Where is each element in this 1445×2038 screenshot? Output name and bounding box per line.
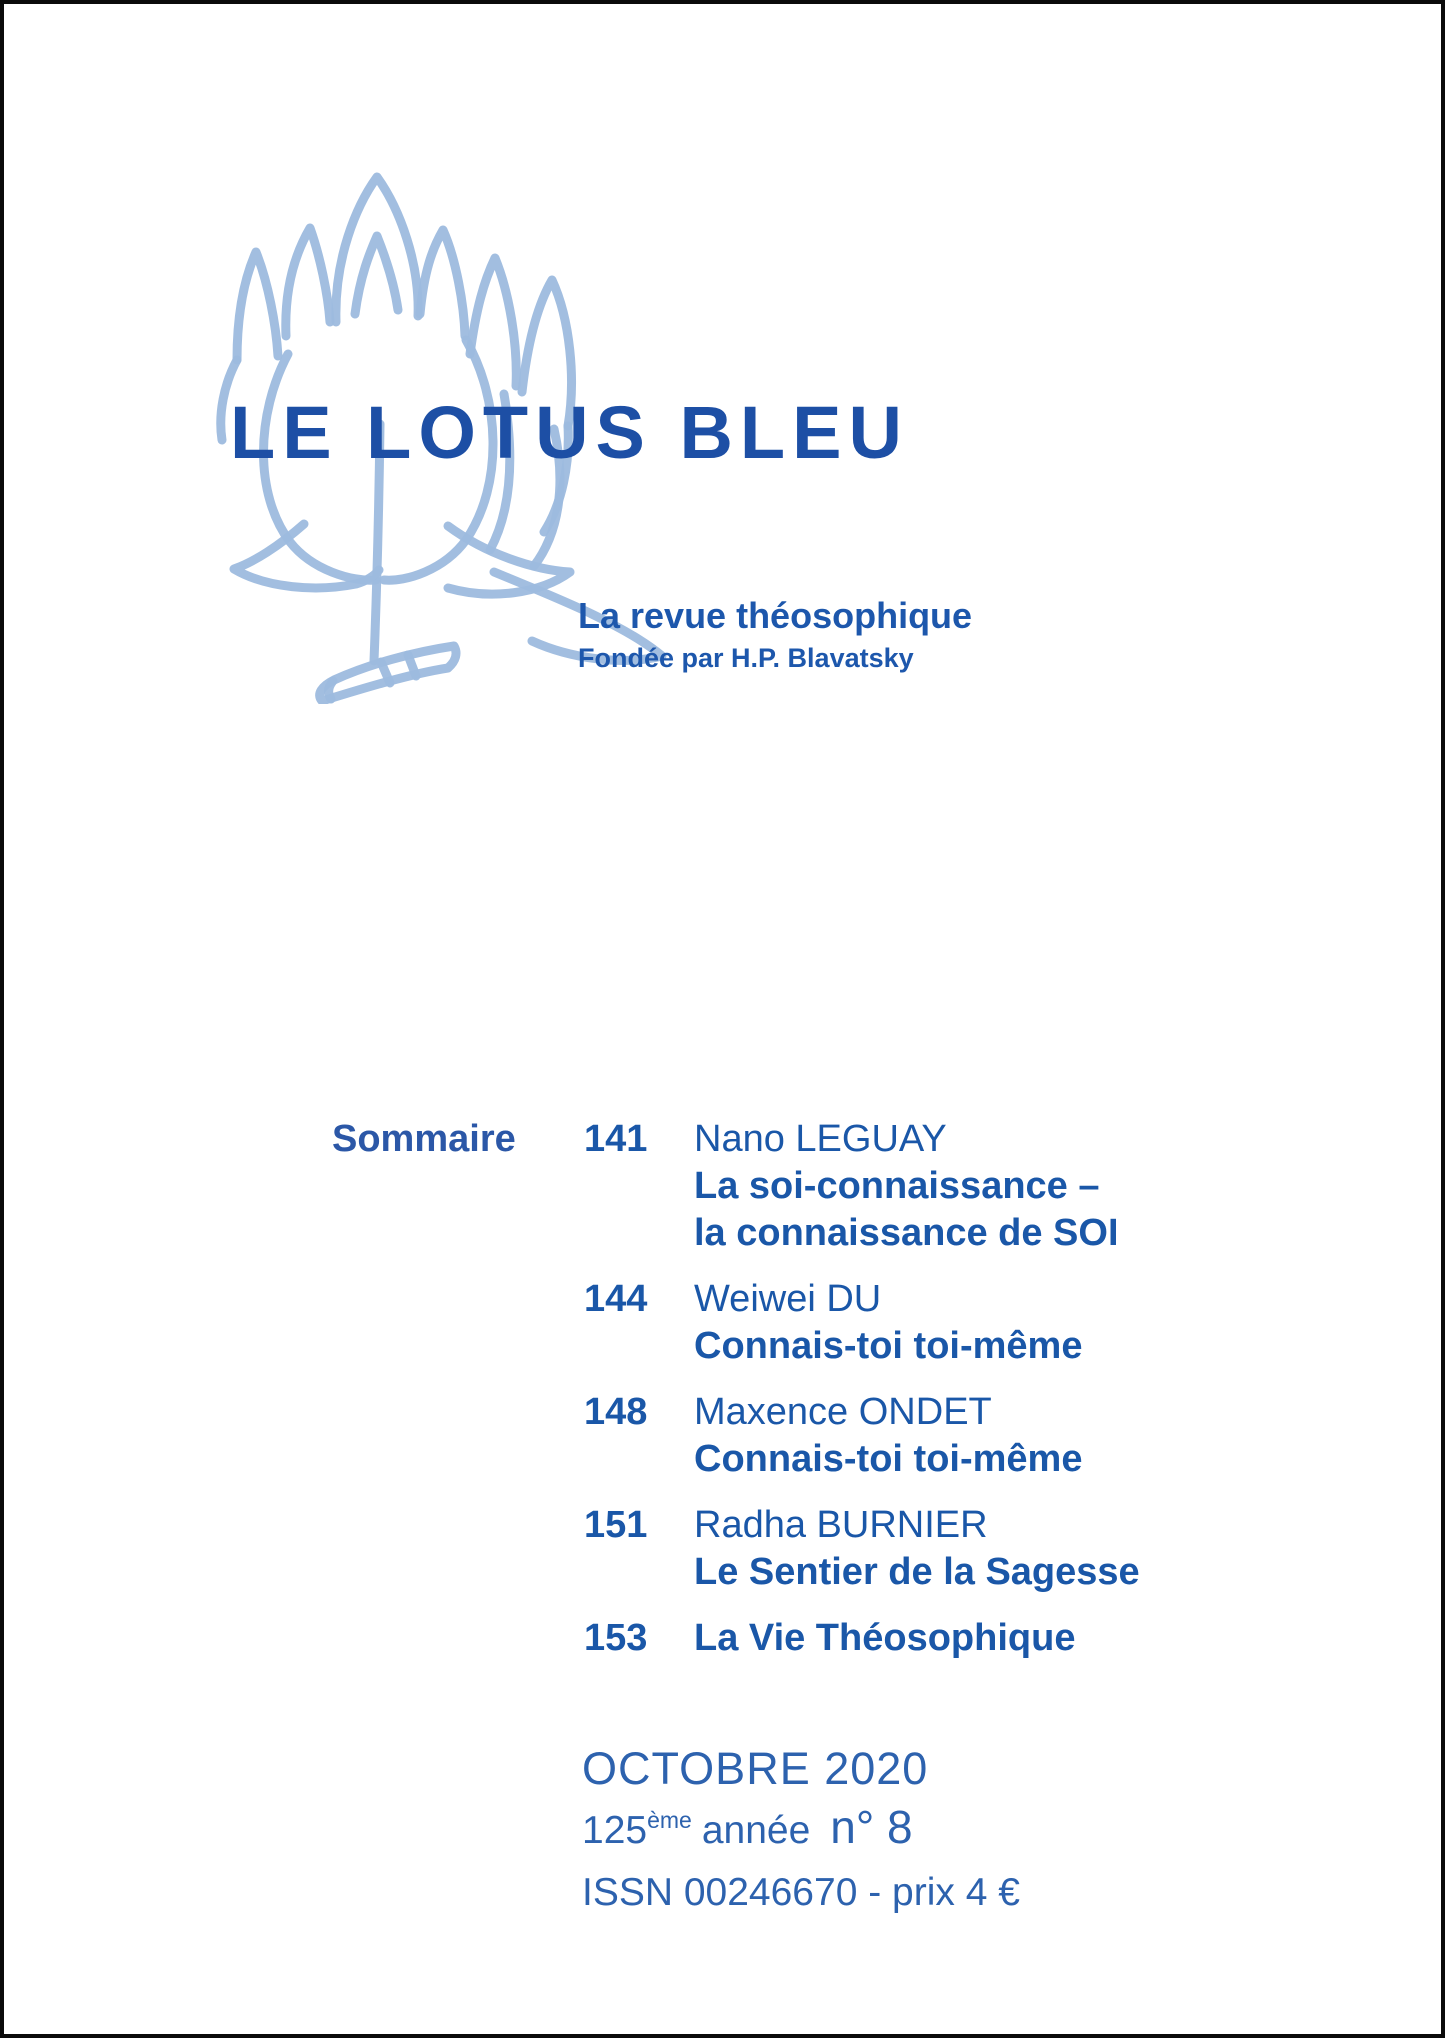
toc-entry-body <box>694 1116 1224 1257</box>
toc-entry-body <box>694 1389 1224 1483</box>
toc-heading: Sommaire <box>332 1118 516 1160</box>
lotus-petals <box>221 177 572 532</box>
toc-article-title: La Vie Théosophique <box>694 1617 1076 1659</box>
toc-entry-body <box>694 1502 1224 1596</box>
table-of-contents <box>584 1116 1224 1681</box>
volume-label: année <box>701 1809 811 1852</box>
toc-page-number: 153 <box>584 1617 648 1659</box>
toc-page-number: 148 <box>584 1391 648 1433</box>
toc-entry <box>584 1276 1224 1370</box>
lotus-leaves <box>234 524 662 660</box>
toc-entry-body <box>694 1615 1224 1662</box>
toc-page-number: 144 <box>584 1278 648 1320</box>
issn-price-line: ISSN 00246670 - prix 4 € <box>582 1871 1020 1914</box>
toc-page-number: 141 <box>584 1118 648 1160</box>
volume-number: 125 <box>582 1809 648 1852</box>
magazine-title: LE LOTUS BLEU <box>230 391 909 474</box>
lotus-stem <box>320 646 456 701</box>
toc-article-title: la connaissance de SOI <box>694 1212 1119 1254</box>
toc-page-number: 151 <box>584 1504 648 1546</box>
toc-entry <box>584 1502 1224 1596</box>
issue-volume-line <box>582 1798 1020 1864</box>
toc-entry-body <box>694 1276 1224 1370</box>
imprint-block <box>582 1740 1020 1922</box>
issue-number: n° 8 <box>830 1801 913 1853</box>
toc-author: Nano LEGUAY <box>694 1118 947 1160</box>
toc-entry <box>584 1116 1224 1257</box>
toc-entry <box>584 1615 1224 1662</box>
toc-article-title: Connais-toi toi-même <box>694 1325 1083 1367</box>
issue-month: OCTOBRE 2020 <box>582 1743 929 1794</box>
toc-article-title: Connais-toi toi-même <box>694 1438 1083 1480</box>
toc-entry <box>584 1389 1224 1483</box>
toc-article-title: La soi-connaissance – <box>694 1165 1100 1207</box>
toc-author: Maxence ONDET <box>694 1391 992 1433</box>
toc-author: Weiwei DU <box>694 1278 882 1320</box>
founder-line: Fondée par H.P. Blavatsky <box>578 643 914 673</box>
volume-ordinal-suffix: ème <box>647 1807 692 1833</box>
magazine-subtitle: La revue théosophique <box>578 595 973 636</box>
toc-article-title: Le Sentier de la Sagesse <box>694 1551 1140 1593</box>
toc-author: Radha BURNIER <box>694 1504 988 1546</box>
